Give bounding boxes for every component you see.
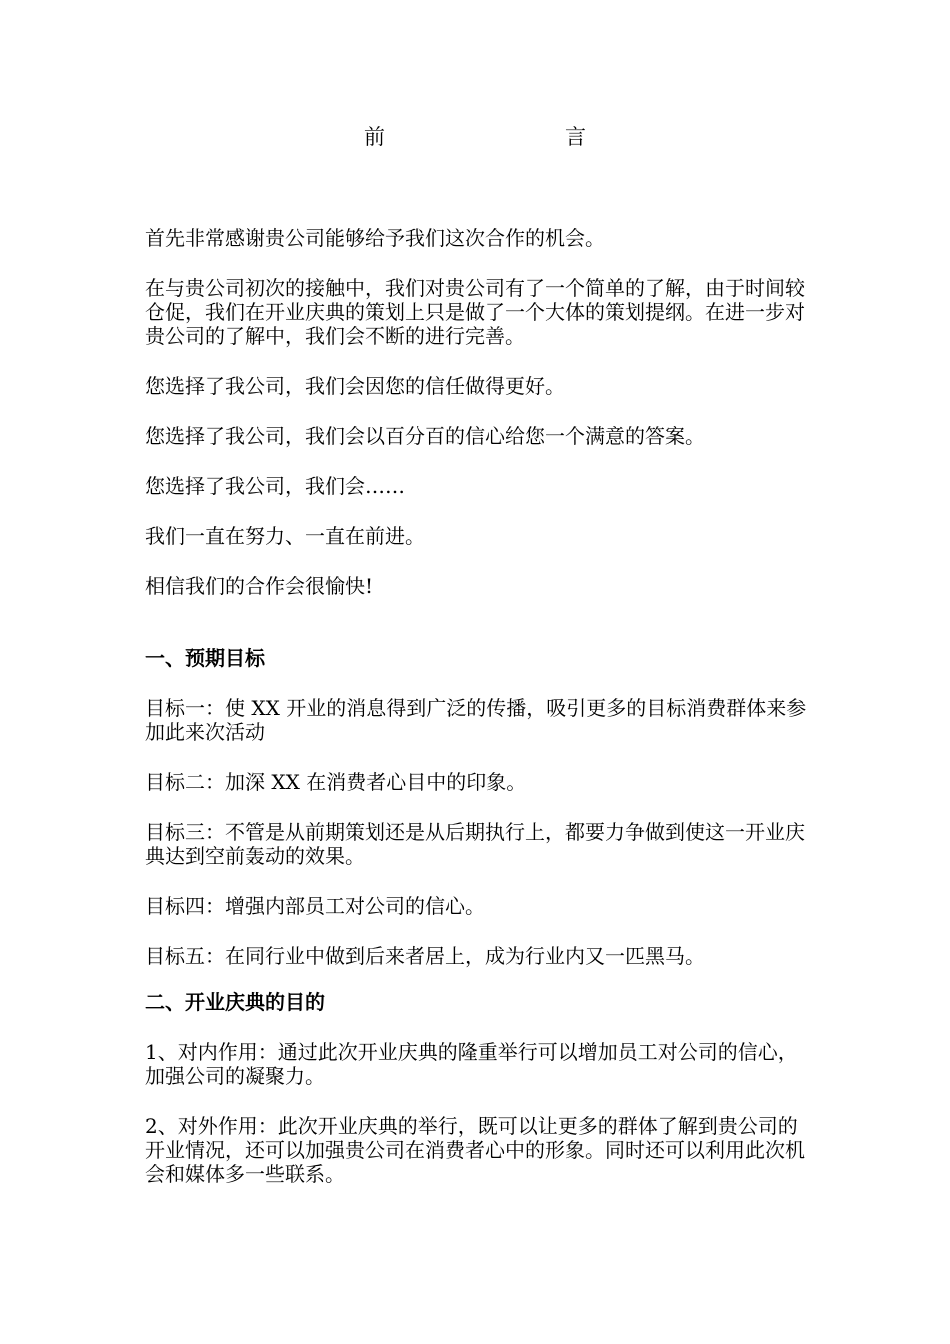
goal-paragraph: 目标五：在同行业中做到后来者居上，成为行业内又一匹黑马。 [145,944,705,968]
preface-paragraph: 在与贵公司初次的接触中，我们对贵公司有了一个简单的了解，由于时间较仓促，我们在开业庆典的策划上只是做了一个大体的策划提纲。在进一步对贵公司的了解中，我们会不断的进行完善。 [145,276,805,348]
page-title: 前 言 [364,125,632,149]
section-heading-expected-goals: 一、预期目标 [145,646,265,670]
document-body [145,226,809,1212]
preface-paragraph: 我们一直在努力、一直在前进。 [145,524,425,548]
preface-paragraph: 首先非常感谢贵公司能够给予我们这次合作的机会。 [145,226,605,250]
goal-paragraph: 目标一：使 XX 开业的消息得到广泛的传播，吸引更多的目标消费群体来参加此来次活动 [145,696,807,744]
section-heading-purpose: 二、开业庆典的目的 [145,990,325,1014]
preface-paragraph: 您选择了我公司，我们会…… [145,474,405,498]
goal-paragraph: 目标四：增强内部员工对公司的信心。 [145,894,485,918]
purpose-paragraph: 1、对内作用：通过此次开业庆典的隆重举行可以增加员工对公司的信心，加强公司的凝聚力。 [145,1040,798,1088]
goal-paragraph: 目标二：加深 XX 在消费者心目中的印象。 [145,770,527,794]
preface-paragraph: 相信我们的合作会很愉快! [145,574,374,598]
goal-paragraph: 目标三：不管是从前期策划还是从后期执行上，都要力争做到使这一开业庆典达到空前轰动的效果。 [145,820,805,868]
preface-paragraph: 您选择了我公司，我们会因您的信任做得更好。 [145,374,565,398]
purpose-paragraph: 2、对外作用：此次开业庆典的举行，既可以让更多的群体了解到贵公司的开业情况，还可以加强贵公司在消费者心中的形象。同时还可以利用此次机会和媒体多一些联系。 [145,1114,805,1186]
preface-paragraph: 您选择了我公司，我们会以百分百的信心给您一个满意的答案。 [145,424,705,448]
